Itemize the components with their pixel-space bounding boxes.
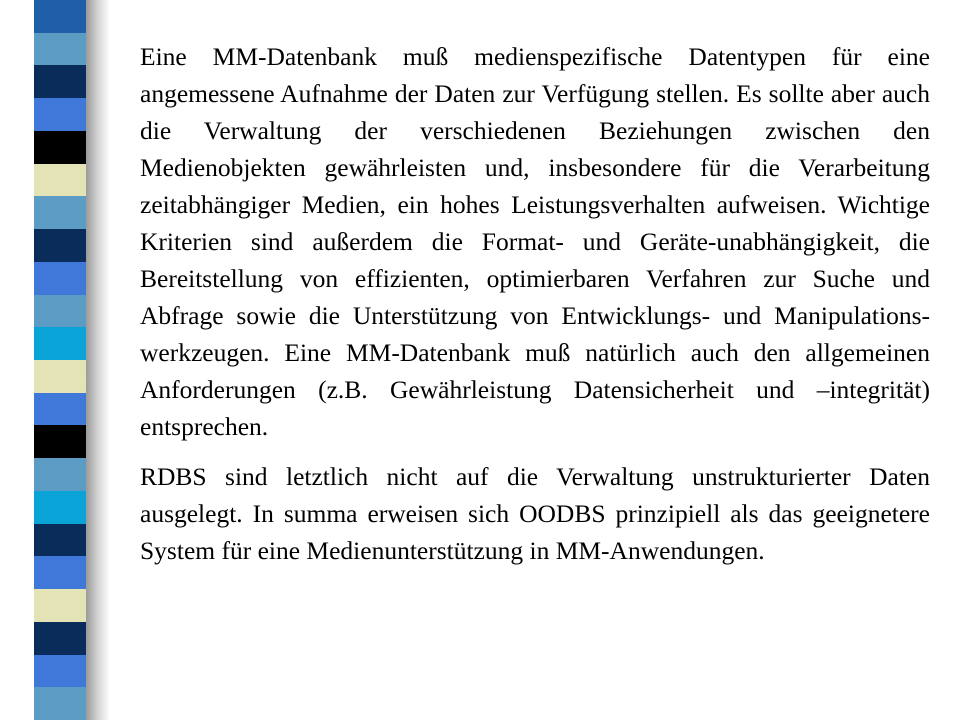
stripe-block <box>34 229 86 262</box>
stripe-block <box>34 327 86 360</box>
stripe-block <box>34 622 86 655</box>
paragraph-conclusion: RDBS sind letztlich nicht auf die Verwaltung unstrukturierter Daten ausgelegt. In summa erweisen sich OODBS prinzipiell als das geeignetere System für eine Medienunterstützung in MM-Anwendungen. <box>140 462 930 565</box>
stripe-block <box>34 295 86 328</box>
stripe-block <box>34 458 86 491</box>
stripe-block <box>34 262 86 295</box>
stripe-block <box>34 196 86 229</box>
stripe-block <box>34 360 86 393</box>
paragraph-requirements: Eine MM-Datenbank muß medienspezifische Datentypen für eine angemessene Aufnahme der Daten zur Verfügung stellen. Es sollte aber auch die Verwaltung der verschiedenen Beziehungen zwischen den Medienobjekten gewährleisten und, insbesondere für die Verarbeitung zeitabhängiger Medien, ein hohes Leistungsverhalten aufweisen. Wichtige Kriterien sind außerdem die Format- und Geräte-unabhängigkeit, die Bereitstellung von effizienten, optimierbaren Verfahren zur Suche und Abfrage sowie die Unterstützung von Entwicklungs- und Manipulations-werkzeugen. Eine MM-Datenbank muß natürlich auch den allgemeinen Anforderungen (z.B. Gewährleistung Datensicherheit und –integrität) entsprechen. <box>140 42 930 441</box>
decorative-stripe <box>34 0 86 720</box>
stripe-shadow <box>86 0 110 720</box>
stripe-block <box>34 98 86 131</box>
stripe-block <box>34 556 86 589</box>
stripe-block <box>34 131 86 164</box>
stripe-block <box>34 65 86 98</box>
stripe-block <box>34 33 86 66</box>
slide-body <box>140 38 930 569</box>
stripe-block <box>34 425 86 458</box>
stripe-block <box>34 393 86 426</box>
stripe-block <box>34 589 86 622</box>
stripe-block <box>34 524 86 557</box>
stripe-block <box>34 687 86 720</box>
stripe-block <box>34 491 86 524</box>
stripe-block <box>34 164 86 197</box>
stripe-block <box>34 655 86 688</box>
stripe-block <box>34 0 86 33</box>
